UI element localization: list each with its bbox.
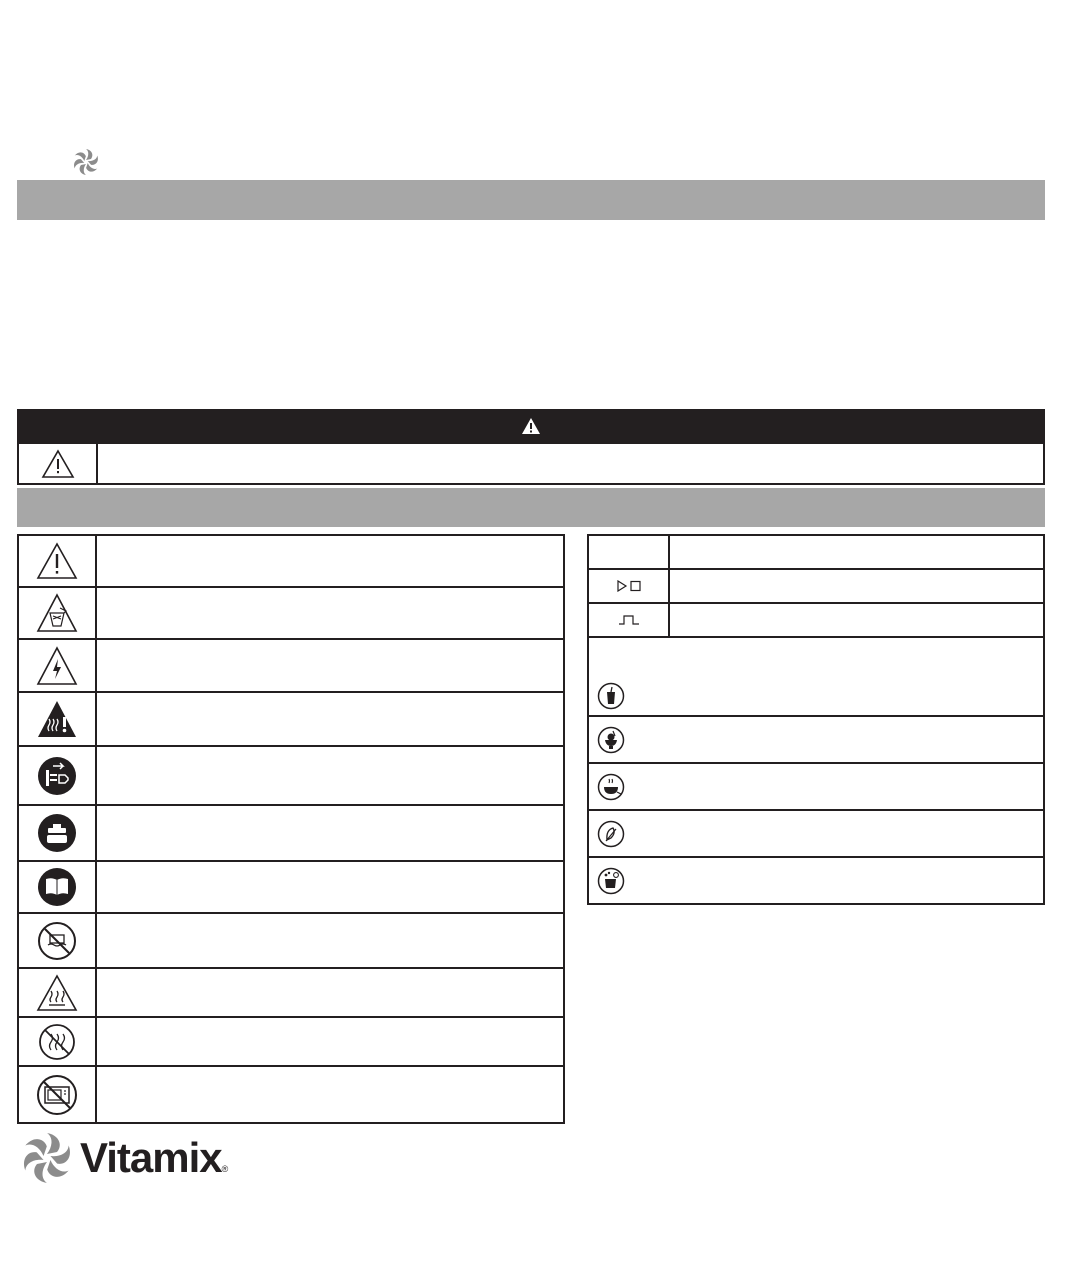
start-stop-icon xyxy=(616,580,642,592)
warning-table xyxy=(17,442,1045,485)
symbol-row xyxy=(18,587,564,639)
section-band-2 xyxy=(17,488,1045,527)
symbol-row xyxy=(18,692,564,746)
vitamix-swirl-logo-icon xyxy=(20,1131,74,1185)
warning-text xyxy=(97,443,1044,484)
no-steam-icon xyxy=(36,1022,78,1062)
symbol-text xyxy=(96,639,564,692)
lid-secure-icon xyxy=(36,812,78,854)
programs-table xyxy=(587,636,1045,905)
control-row xyxy=(588,603,1044,637)
hot-liquid-warning-icon xyxy=(36,699,78,739)
symbol-text xyxy=(96,535,564,587)
warning-triangle-outline-icon xyxy=(41,449,75,479)
symbol-row xyxy=(18,805,564,861)
program-row xyxy=(588,810,1044,857)
symbol-text xyxy=(96,746,564,805)
symbol-row xyxy=(18,535,564,587)
symbol-row xyxy=(18,746,564,805)
smoothie-icon xyxy=(597,682,625,710)
general-warning-icon xyxy=(36,542,78,580)
symbol-row xyxy=(18,1017,564,1066)
pulse-icon xyxy=(618,614,640,626)
brand-name: Vitamix xyxy=(80,1134,222,1181)
symbol-text xyxy=(96,805,564,861)
header-logo xyxy=(72,148,100,176)
footer-logo xyxy=(20,1130,280,1186)
symbol-text xyxy=(96,692,564,746)
symbol-row xyxy=(18,1066,564,1123)
symbol-row xyxy=(18,913,564,968)
symbol-text xyxy=(96,913,564,968)
program-row xyxy=(588,857,1044,904)
control-text xyxy=(669,603,1044,637)
symbol-text xyxy=(96,1017,564,1066)
control-icon-cell xyxy=(588,535,669,569)
dips-spreads-icon xyxy=(597,820,625,848)
symbol-row xyxy=(18,861,564,913)
no-water-immersion-icon xyxy=(36,920,78,962)
symbol-text xyxy=(96,587,564,639)
control-text xyxy=(669,535,1044,569)
section-band-1 xyxy=(17,180,1045,220)
read-manual-icon xyxy=(36,866,78,908)
self-cleaning-icon xyxy=(597,867,625,895)
hot-soup-icon xyxy=(597,773,625,801)
program-row xyxy=(588,716,1044,763)
controls-table xyxy=(587,534,1045,638)
registered-mark: ® xyxy=(221,1164,229,1174)
blade-hazard-icon xyxy=(36,593,78,633)
warning-triangle-icon xyxy=(521,417,541,435)
warning-row xyxy=(18,443,1044,484)
electric-shock-icon xyxy=(36,646,78,686)
control-row xyxy=(588,569,1044,603)
hot-surface-icon xyxy=(36,974,78,1012)
warning-row-icon-cell xyxy=(18,443,97,484)
symbol-row xyxy=(18,968,564,1017)
symbol-text xyxy=(96,861,564,913)
symbol-text xyxy=(96,1066,564,1123)
symbol-row xyxy=(18,639,564,692)
program-row xyxy=(588,763,1044,810)
safety-symbols-table xyxy=(17,534,565,1124)
unplug-icon xyxy=(36,755,78,797)
vitamix-swirl-icon xyxy=(72,148,100,176)
symbol-text xyxy=(96,968,564,1017)
control-row xyxy=(588,535,1044,569)
program-row-first xyxy=(588,637,1044,716)
frozen-dessert-icon xyxy=(597,726,625,754)
control-text xyxy=(669,569,1044,603)
programs-header-text xyxy=(597,644,1043,682)
warning-header-bar xyxy=(17,409,1045,443)
no-microwave-icon xyxy=(35,1073,79,1117)
